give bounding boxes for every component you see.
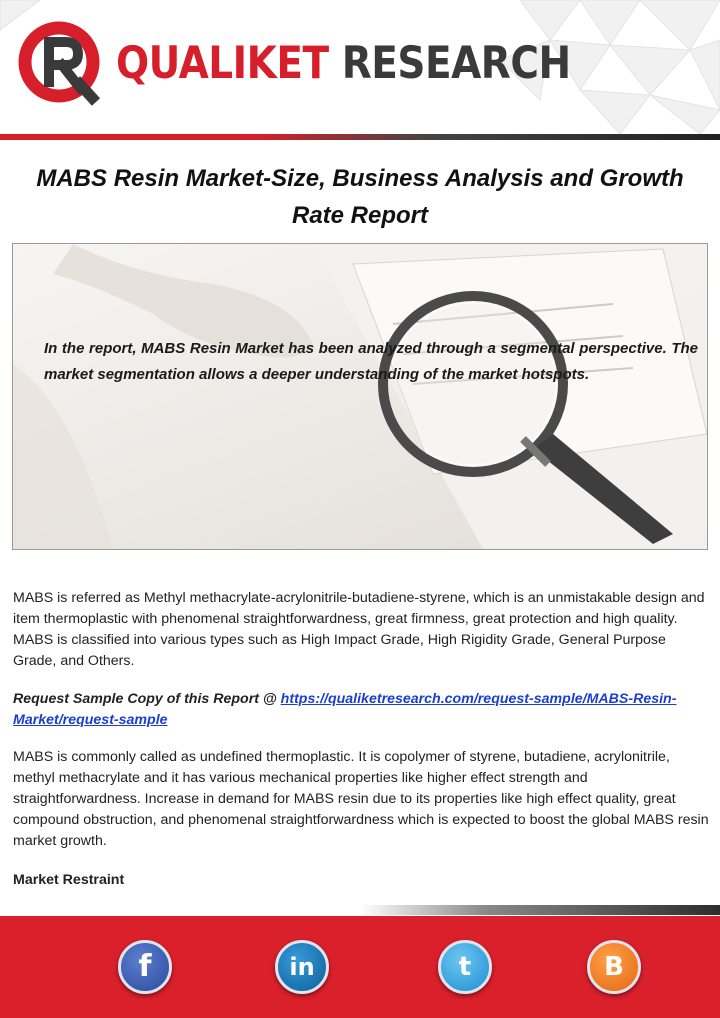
logo-wordmark [116,39,571,90]
twitter-icon: t [458,952,472,982]
description-paragraph: MABS is commonly called as undefined thermoplastic. It is copolymer of styrene, butadiene, acrylonitrile, methyl methacrylate and it has various mechanical properties like higher effect strength and straightforwardness. Increase in demand for MABS resin due to its properties like high effect quality, great compound obstruction, and phenomenal straightforwardness which is expected to boost the global MABS resin market growth. [13,749,709,849]
logo-q-mark-icon [16,18,106,108]
logo-word-research: RESEARCH [341,37,571,90]
footer-divider [360,905,720,915]
request-sample-link[interactable]: https://qualiketresearch.com/request-sample/MABS-Resin-Market/request-sample [13,691,677,728]
hero-summary-text: In the report, MABS Resin Market has been analyzed through a segmental perspective. The market segmentation allows a deeper understanding of the market hotspots. [44,340,698,383]
linkedin-icon: in [289,953,315,981]
logo-word-qualiket: QUALIKET [116,37,329,90]
page-header [0,0,720,140]
market-restraint-heading: Market Restraint [13,872,125,888]
request-sample-label: Request Sample Copy of this Report @ [13,691,281,707]
page-title: MABS Resin Market-Size, Business Analysis and Growth Rate Report [36,165,684,229]
qualiket-logo[interactable] [16,18,571,108]
hero-banner [12,243,708,550]
blogger-button[interactable] [587,940,641,994]
twitter-button[interactable] [438,940,492,994]
facebook-button[interactable] [118,940,172,994]
linkedin-button[interactable] [275,940,329,994]
page-footer [0,916,720,1018]
magnifier-image [13,244,707,549]
header-divider [0,134,720,140]
intro-paragraph: MABS is referred as Methyl methacrylate-acrylonitrile-butadiene-styrene, which is an unmistakable design and item thermoplastic with phenomenal straightforwardness, great firmness, great protection and high quality. MABS is classified into various types such as High Impact Grade, High Rigidity Grade, General Purpose Grade, and Others. [13,590,705,669]
request-sample-line [13,689,713,731]
blogger-icon: B [604,952,624,982]
facebook-icon: f [138,949,152,984]
